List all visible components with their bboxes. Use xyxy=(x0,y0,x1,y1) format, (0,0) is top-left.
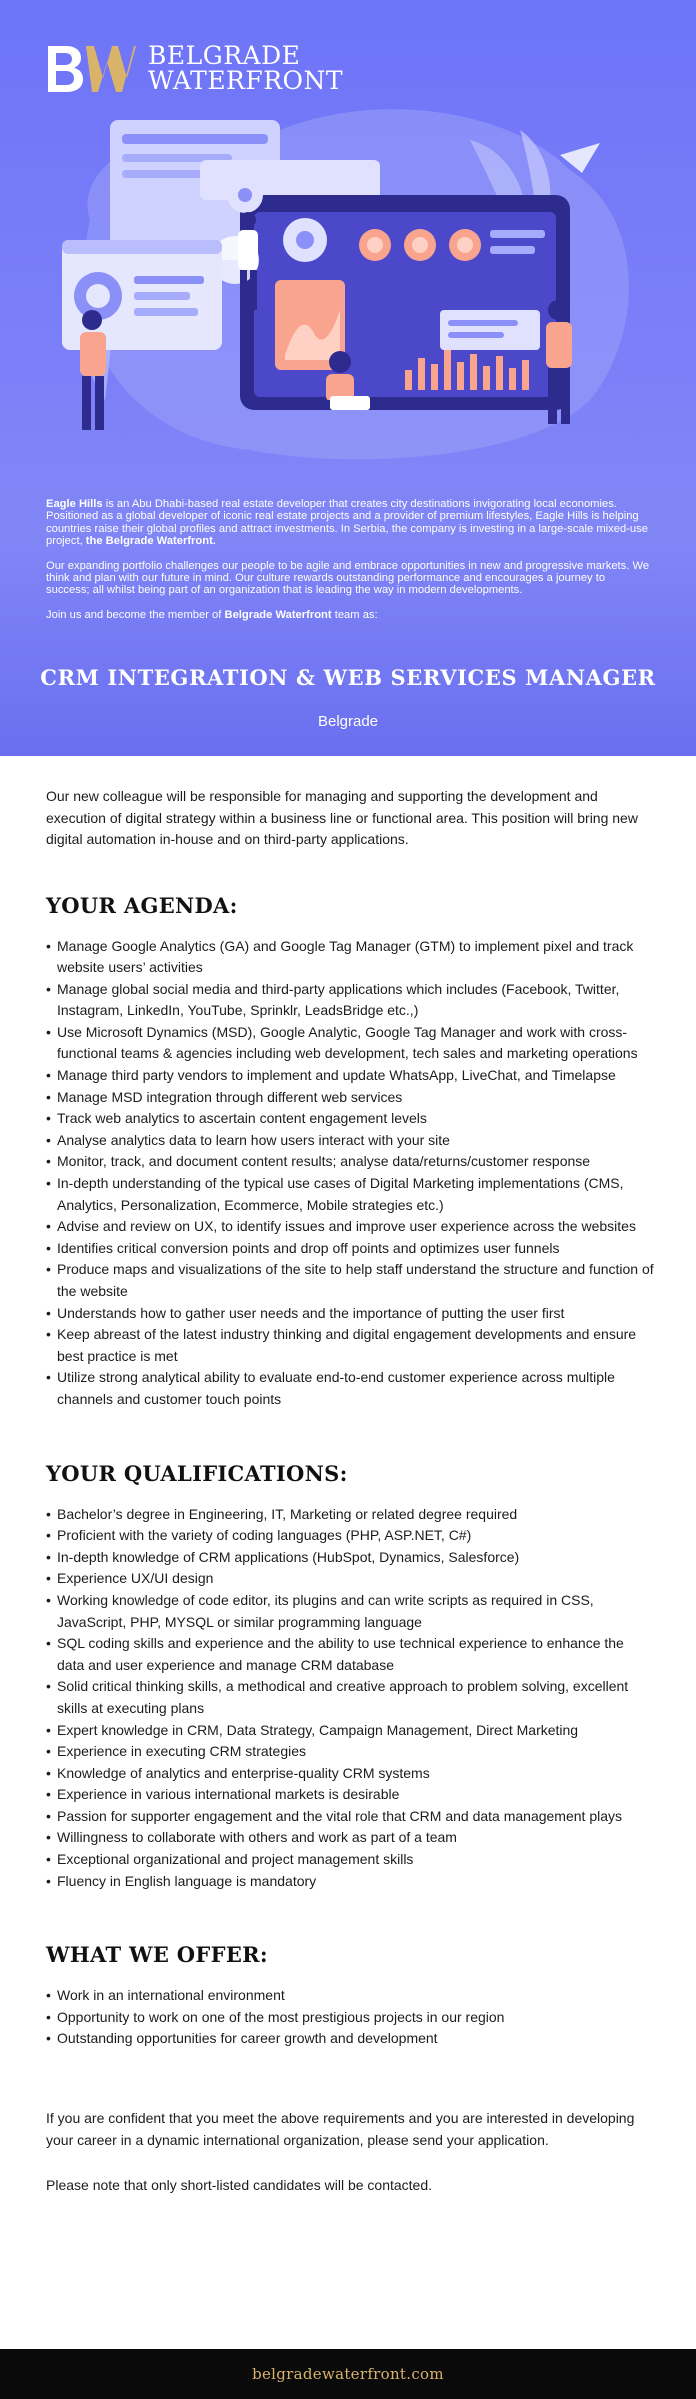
company-intro-paragraph xyxy=(46,498,650,548)
closing-paragraph: If you are confident that you meet the above requirements and you are interested in developing your career in a dynamic international organization, please send your application. xyxy=(46,2110,635,2148)
list-item: • Exceptional organizational and project management skills xyxy=(46,1849,654,1871)
job-location: Belgrade xyxy=(317,713,379,730)
list-item: • Utilize strong analytical ability to evaluate end-to-end customer experience across multiple channels and customer touch points xyxy=(46,1367,654,1410)
list-item: • Experience UX/UI design xyxy=(46,1568,654,1590)
join-paragraph xyxy=(46,609,650,621)
list-item: • Manage third party vendors to implement and update WhatsApp, LiveChat, and Timelapse xyxy=(46,1065,654,1087)
project-name: the Belgrade Waterfront. xyxy=(85,535,216,548)
shortlist-note: Please note that only short-listed candidates will be contacted. xyxy=(46,2177,433,2194)
culture-paragraph: Our expanding portfolio challenges our people to be agile and embrace opportunities in new and progressive markets. We think and plan with our future in mind. Our culture rewards outstanding performance and encourages a journey to success; all whilst being part of an organization that is leading the way in modern developments. xyxy=(46,559,650,597)
list-item: • Manage Google Analytics (GA) and Google Tag Manager (GTM) to implement pixel and track website users’ activities xyxy=(46,936,654,979)
list-item: • Working knowledge of code editor, its plugins and can write scripts as required in CSS, JavaScript, PHP, MYSQL or similar programming language xyxy=(46,1590,654,1633)
join-text: Join us and become the member of xyxy=(46,608,225,621)
agenda-list xyxy=(46,936,654,1411)
list-item: • Opportunity to work on one of the most prestigious projects in our region xyxy=(46,2007,654,2029)
list-item: • Solid critical thinking skills, a methodical and creative approach to problem solving, excellent skills at executing plans xyxy=(46,1676,654,1719)
role-intro: Our new colleague will be responsible for managing and supporting the development and execution of digital strategy within a business line or functional area. This position will bring new digital automation in-house and on third-party applications. xyxy=(46,788,638,847)
job-details xyxy=(0,756,696,2197)
list-item: • Work in an international environment xyxy=(46,1985,654,2007)
offer-title: WHAT WE OFFER: xyxy=(46,1942,268,1968)
join-brand: Belgrade Waterfront xyxy=(224,608,332,621)
list-item: • Experience in executing CRM strategies xyxy=(46,1741,654,1763)
brand-name xyxy=(148,43,343,93)
job-title: CRM INTEGRATION & WEB SERVICES MANAGER xyxy=(40,665,656,690)
list-item: • SQL coding skills and experience and the ability to use technical experience to enhance the data and user experience and manage CRM database xyxy=(46,1633,654,1676)
footer-bar xyxy=(0,2349,696,2399)
list-item: • Knowledge of analytics and enterprise-quality CRM systems xyxy=(46,1763,654,1785)
list-item: • Fluency in English language is mandatory xyxy=(46,1871,654,1893)
list-item: • Manage MSD integration through different web services xyxy=(46,1087,654,1109)
offer-list xyxy=(46,1985,654,2050)
list-item: • Proficient with the variety of coding languages (PHP, ASP.NET, C#) xyxy=(46,1525,654,1547)
brand-logo xyxy=(44,40,343,96)
bw-logo-icon xyxy=(44,40,138,96)
list-item: • Monitor, track, and document content results; analyse data/returns/customer response xyxy=(46,1151,654,1173)
list-item: • In-depth knowledge of CRM applications (HubSpot, Dynamics, Salesforce) xyxy=(46,1547,654,1569)
qualifications-title: YOUR QUALIFICATIONS: xyxy=(46,1460,348,1486)
list-item: • Track web analytics to ascertain content engagement levels xyxy=(46,1108,654,1130)
list-item: • Experience in various international markets is desirable xyxy=(46,1784,654,1806)
list-item: • Outstanding opportunities for career growth and development xyxy=(46,2028,654,2050)
list-item: • Bachelor’s degree in Engineering, IT, Marketing or related degree required xyxy=(46,1504,654,1526)
list-item: • Willingness to collaborate with others and work as part of a team xyxy=(46,1827,654,1849)
agenda-title: YOUR AGENDA: xyxy=(46,892,238,918)
list-item: • Produce maps and visualizations of the site to help staff understand the structure and function of the website xyxy=(46,1259,654,1302)
digital-marketing-illustration xyxy=(50,100,646,490)
list-item: • In-depth understanding of the typical use cases of Digital Marketing implementations (CMS, Analytics, Personalization, Ecommerce, Mobile strategies etc.) xyxy=(46,1173,654,1216)
website-link[interactable]: belgradewaterfront.com xyxy=(252,2365,444,2383)
company-description: is an Abu Dhabi-based real estate developer that creates city destinations invigorating local economies. Positioned as a global developer of iconic real estate projects and a provider of premium lifestyles, Eagle Hills is helping countries raise their global profiles and attract investments. In Serbia, the company is investing in a large-scale mixed-use project, xyxy=(46,498,648,548)
list-item: • Manage global social media and third-party applications which includes (Facebook, Twitter, Instagram, LinkedIn, YouTube, Sprinklr, LeadsBridge etc.,) xyxy=(46,979,654,1022)
list-item: • Passion for supporter engagement and the vital role that CRM and data management plays xyxy=(46,1806,654,1828)
brand-line-2: WATERFRONT xyxy=(148,66,344,95)
list-item: • Analyse analytics data to learn how users interact with your site xyxy=(46,1130,654,1152)
qualifications-list xyxy=(46,1504,654,1893)
list-item: • Keep abreast of the latest industry thinking and digital engagement developments and ensure best practice is met xyxy=(46,1324,654,1367)
brand-line-1: BELGRADE xyxy=(148,41,301,70)
list-item: • Use Microsoft Dynamics (MSD), Google Analytic, Google Tag Manager and work with cross- functional teams & agencies including web development, tech sales and marketing operations xyxy=(46,1022,654,1065)
list-item: • Expert knowledge in CRM, Data Strategy, Campaign Management, Direct Marketing xyxy=(46,1720,654,1742)
company-name: Eagle Hills xyxy=(46,498,103,510)
list-item: • Understands how to gather user needs and the importance of putting the user first xyxy=(46,1303,654,1325)
list-item: • Identifies critical conversion points and drop off points and optimizes user funnels xyxy=(46,1238,654,1260)
hero-banner xyxy=(0,0,696,756)
join-end: team as: xyxy=(331,608,378,621)
company-intro xyxy=(46,498,650,633)
list-item: • Advise and review on UX, to identify issues and improve user experience across the websites xyxy=(46,1216,654,1238)
